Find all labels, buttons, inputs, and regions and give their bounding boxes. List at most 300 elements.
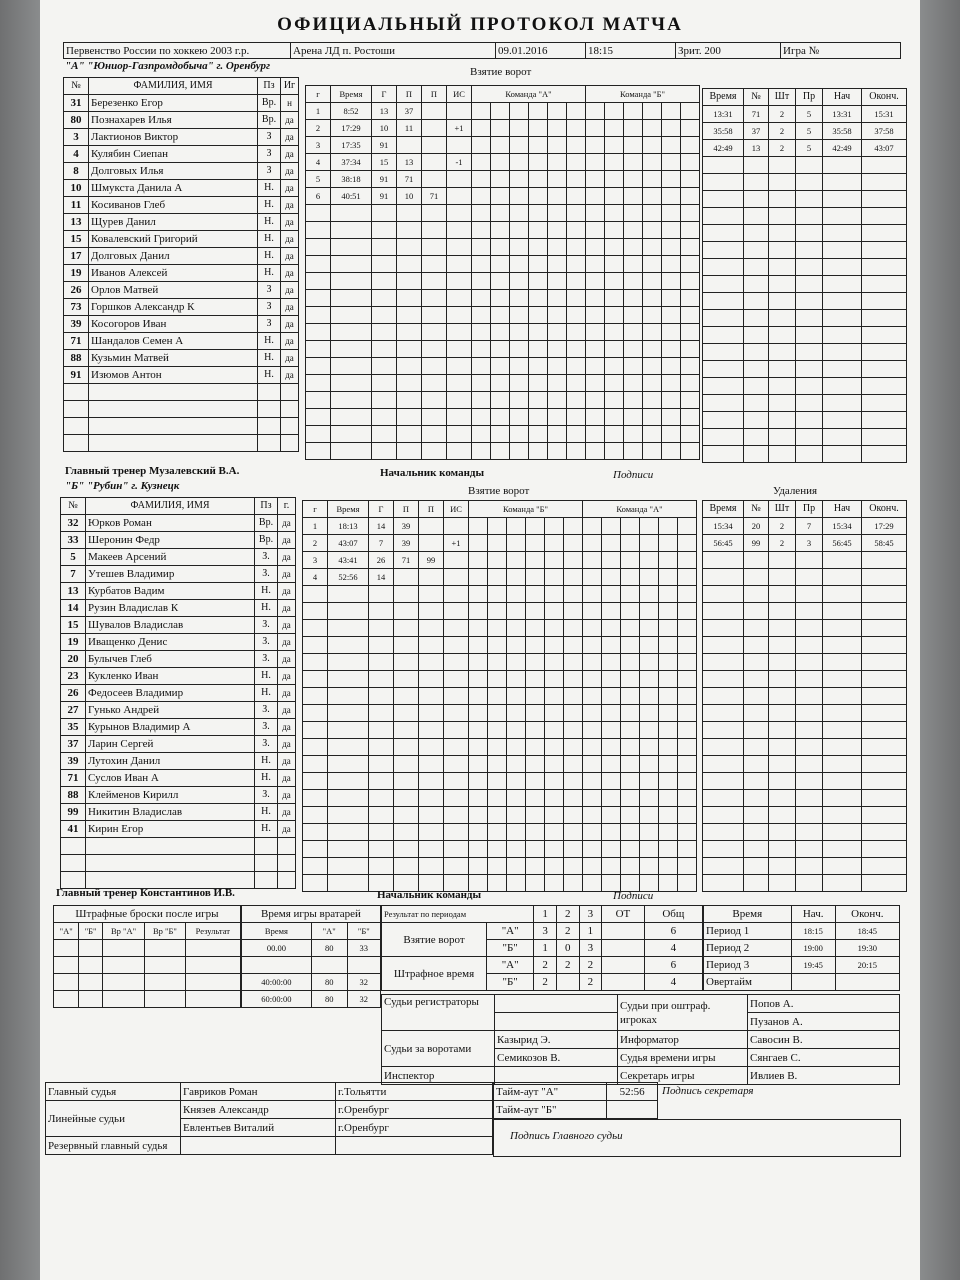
team-b-goals-heading: Взятие ворот	[468, 485, 530, 497]
penalty-cell	[744, 378, 769, 395]
penalty-cell	[769, 208, 796, 225]
penalty-col: №	[744, 501, 769, 518]
penalty-cell	[703, 208, 744, 225]
penalty-cell	[823, 174, 862, 191]
period-col: Общ	[644, 906, 702, 923]
goalie-time-title: Время игры вратарей	[242, 906, 381, 923]
shootout-col: "А"	[54, 923, 79, 940]
penalty-cell	[744, 586, 769, 603]
period-time-cell: Овертайм	[704, 974, 792, 991]
goal-cell	[422, 222, 447, 239]
penalty-cell	[862, 395, 907, 412]
referees-table	[45, 1082, 493, 1155]
goal-cell	[419, 824, 444, 841]
penalty-col: Нач	[823, 89, 862, 106]
goal-cell	[447, 392, 472, 409]
penalty-cell	[796, 807, 823, 824]
linesman-2: Евлентьев Виталий	[181, 1119, 336, 1137]
penalty-row	[703, 824, 907, 841]
goals-col: П	[422, 86, 447, 103]
period-time-cell: Период 2	[704, 940, 792, 957]
goal-cell	[394, 722, 419, 739]
goal-cell	[444, 603, 469, 620]
penalty-cell	[769, 276, 796, 293]
penalty-cell	[769, 705, 796, 722]
player-number: 4	[64, 146, 89, 163]
informer-name: Савосин В.	[748, 1031, 900, 1049]
goal-cell	[369, 824, 394, 841]
goal-cell	[303, 790, 328, 807]
goal-cell	[397, 307, 422, 324]
penalty-cell	[823, 841, 862, 858]
secretary-name: Ивлиев В.	[748, 1067, 900, 1085]
goal-cell: 39	[394, 518, 419, 535]
goal-row	[303, 756, 697, 773]
team-a-coach: Главный тренер Музалевский В.А.	[65, 465, 240, 477]
team-a-title: "А" "Юниор-Газпромдобыча" г. Оренбург	[65, 60, 271, 72]
penalty-cell	[796, 293, 823, 310]
goalie-cell: 00.00	[242, 940, 312, 957]
penalty-cell	[862, 552, 907, 569]
goal-cell: 10	[397, 188, 422, 205]
goal-cell	[444, 688, 469, 705]
goal-cell: 11	[397, 120, 422, 137]
penalty-cell	[769, 378, 796, 395]
goal-cell	[372, 409, 397, 426]
penalty-cell	[862, 157, 907, 174]
penalty-row	[703, 620, 907, 637]
penalty-cell	[796, 620, 823, 637]
penalty-cell	[796, 773, 823, 790]
goal-cell: 18:13	[328, 518, 369, 535]
penalty-cell	[769, 603, 796, 620]
penalty-cell	[823, 773, 862, 790]
goal-cell	[328, 773, 369, 790]
col-played: г.	[278, 498, 296, 515]
penalty-cell	[862, 361, 907, 378]
goal-cell	[372, 358, 397, 375]
player-position: Н.	[255, 583, 278, 600]
penalty-cell: 7	[796, 518, 823, 535]
goal-cell	[372, 307, 397, 324]
penalty-cell	[823, 637, 862, 654]
penalty-cell	[823, 654, 862, 671]
goalie-cell: 80	[311, 991, 347, 1008]
goal-cell	[303, 688, 328, 705]
penalty-cell	[823, 395, 862, 412]
penalty-cell	[769, 875, 796, 892]
goal-cell	[447, 137, 472, 154]
penalty-col: Пр	[796, 501, 823, 518]
penalty-cell	[769, 157, 796, 174]
timekeeper-label: Судья времени игры	[618, 1049, 748, 1067]
empty-row	[64, 435, 299, 452]
penalty-cell: 42:49	[823, 140, 862, 157]
penalty-cell	[823, 157, 862, 174]
player-name: Шеронин Федр	[86, 532, 255, 549]
goal-cell	[447, 205, 472, 222]
player-played: да	[281, 299, 299, 316]
penalty-cell	[823, 293, 862, 310]
goal-cell	[447, 426, 472, 443]
player-number: 71	[64, 333, 89, 350]
empty-row	[64, 418, 299, 435]
period-cell: 3	[579, 940, 602, 957]
penalty-cell	[769, 841, 796, 858]
penalty-cell	[823, 620, 862, 637]
penalty-cell	[823, 790, 862, 807]
player-row	[64, 95, 299, 112]
player-number: 26	[64, 282, 89, 299]
goal-row	[306, 409, 700, 426]
penalty-cell	[769, 242, 796, 259]
period-cell: "А"	[487, 957, 534, 974]
period-col: 3	[579, 906, 602, 923]
goal-row	[306, 375, 700, 392]
goal-row	[303, 637, 697, 654]
penalty-row	[703, 535, 907, 552]
penalty-row	[703, 174, 907, 191]
goal-row	[303, 569, 697, 586]
goal-cell	[397, 273, 422, 290]
player-position: Н.	[258, 180, 281, 197]
penalty-cell	[769, 429, 796, 446]
goals-col: г	[303, 501, 328, 518]
col-played: Иг	[281, 78, 299, 95]
background-left	[0, 0, 40, 1280]
player-name: Иванов Алексей	[89, 265, 258, 282]
goal-row	[306, 358, 700, 375]
penalty-cell	[862, 412, 907, 429]
period-cell: 6	[644, 957, 702, 974]
goal-cell	[303, 807, 328, 824]
player-position: Н.	[258, 214, 281, 231]
timeouts-table	[493, 1082, 658, 1119]
goal-cell	[372, 273, 397, 290]
goal-cell: 99	[419, 552, 444, 569]
goal-cell: 3	[303, 552, 328, 569]
player-name: Иващенко Денис	[86, 634, 255, 651]
player-position: З.	[255, 787, 278, 804]
penalty-cell	[823, 807, 862, 824]
player-row	[61, 668, 296, 685]
goal-cell	[306, 239, 331, 256]
goal-judges-label: Судьи за воротами	[382, 1031, 495, 1067]
goal-cell	[394, 807, 419, 824]
penalty-cell: 13:31	[823, 106, 862, 123]
penalty-col: Время	[703, 501, 744, 518]
player-row	[61, 532, 296, 549]
penalty-cell	[862, 790, 907, 807]
penalty-cell	[796, 671, 823, 688]
penalty-row	[703, 395, 907, 412]
penalty-cell	[862, 208, 907, 225]
penalty-cell: 37	[744, 123, 769, 140]
penalty-cell	[703, 259, 744, 276]
player-row	[61, 787, 296, 804]
goal-row	[306, 290, 700, 307]
penalties-header	[703, 501, 907, 518]
player-name: Щурев Данил	[89, 214, 258, 231]
goal-row	[306, 171, 700, 188]
goal-cell	[303, 739, 328, 756]
penalty-cell	[769, 790, 796, 807]
player-position: З	[258, 316, 281, 333]
penalty-cell	[796, 242, 823, 259]
penalty-cell: 35:58	[703, 123, 744, 140]
goal-cell	[447, 273, 472, 290]
goal-cell	[328, 875, 369, 892]
player-name: Булычев Глеб	[86, 651, 255, 668]
player-row	[61, 566, 296, 583]
player-name: Клейменов Кирилл	[86, 787, 255, 804]
penalty-row	[703, 773, 907, 790]
goal-cell: 71	[397, 171, 422, 188]
protocol-title: ОФИЦИАЛЬНЫЙ ПРОТОКОЛ МАТЧА	[277, 14, 683, 35]
penalty-cell	[703, 446, 744, 463]
penalty-cell	[796, 429, 823, 446]
goal-cell	[394, 671, 419, 688]
goalie-cell: 32	[347, 974, 380, 991]
penalty-cell: 58:45	[862, 535, 907, 552]
penalty-cell	[703, 705, 744, 722]
team-b-penalties-table	[702, 500, 907, 892]
goal-cell	[419, 756, 444, 773]
goal-cell	[394, 586, 419, 603]
penalty-cell	[744, 395, 769, 412]
goals-col: П	[397, 86, 422, 103]
goal-cell	[328, 790, 369, 807]
goals-col: ИС	[444, 501, 469, 518]
goal-cell	[397, 137, 422, 154]
goal-cell	[372, 222, 397, 239]
penalty-cell	[744, 174, 769, 191]
period-cell	[602, 974, 644, 991]
goal-row	[306, 324, 700, 341]
goal-cell: 14	[369, 569, 394, 586]
goal-cell	[306, 324, 331, 341]
player-number: 17	[64, 248, 89, 265]
col-name: ФАМИЛИЯ, ИМЯ	[89, 78, 258, 95]
goal-row	[303, 671, 697, 688]
penalty-cell	[769, 773, 796, 790]
empty-row	[61, 838, 296, 855]
goal-cell	[328, 603, 369, 620]
period-time-cell: 20:15	[835, 957, 899, 974]
team-col: Команда "А"	[583, 501, 697, 518]
penalty-cell	[769, 586, 796, 603]
goal-row	[303, 620, 697, 637]
team-b-goals-table	[302, 500, 697, 892]
goals-col: ИС	[447, 86, 472, 103]
goal-cell	[303, 637, 328, 654]
penalty-cell	[703, 841, 744, 858]
period-cell	[556, 974, 579, 991]
period-col: 1	[534, 906, 557, 923]
player-name: Орлов Матвей	[89, 282, 258, 299]
penalty-cell	[823, 688, 862, 705]
period-cell: 2	[556, 923, 579, 940]
goal-cell	[397, 409, 422, 426]
col-name: ФАМИЛИЯ, ИМЯ	[86, 498, 255, 515]
player-position: З	[258, 299, 281, 316]
penalty-cell	[769, 446, 796, 463]
penalty-cell	[862, 446, 907, 463]
goal-cell	[422, 409, 447, 426]
player-name: Никитин Владислав	[86, 804, 255, 821]
penalty-cell	[862, 688, 907, 705]
penalty-row	[703, 412, 907, 429]
penalty-cell	[862, 705, 907, 722]
goal-cell	[394, 858, 419, 875]
player-position: Н.	[255, 668, 278, 685]
penalty-cell	[703, 395, 744, 412]
goal-cell	[369, 773, 394, 790]
goal-cell	[447, 256, 472, 273]
penalty-cell	[796, 344, 823, 361]
goal-cell	[331, 341, 372, 358]
period-cell: 1	[579, 923, 602, 940]
goalie-col: "А"	[311, 923, 347, 940]
penalty-cell	[862, 858, 907, 875]
goal-cell: 52:56	[328, 569, 369, 586]
period-results-table	[381, 905, 703, 991]
goal-cell: 43:41	[328, 552, 369, 569]
penalty-row	[703, 106, 907, 123]
penalty-cell	[744, 569, 769, 586]
goal-cell	[306, 273, 331, 290]
penalty-cell	[823, 603, 862, 620]
goals-col: П	[419, 501, 444, 518]
penalty-cell	[796, 603, 823, 620]
player-played: да	[278, 532, 296, 549]
player-number: 5	[61, 549, 86, 566]
penalty-row	[703, 276, 907, 293]
penalty-cell	[744, 276, 769, 293]
arena: Арена ЛД п. Ростоши	[291, 43, 496, 59]
goal-cell: 91	[372, 171, 397, 188]
goal-cell	[394, 620, 419, 637]
goal-cell	[372, 239, 397, 256]
goal-row	[303, 858, 697, 875]
penalty-cell	[862, 378, 907, 395]
shootout-title: Штрафные броски после игры	[54, 906, 241, 923]
match-header	[63, 42, 901, 59]
player-name: Ковалевский Григорий	[89, 231, 258, 248]
player-played: да	[281, 231, 299, 248]
goal-row	[306, 103, 700, 120]
player-played: н	[281, 95, 299, 112]
player-played: да	[278, 804, 296, 821]
player-played: да	[281, 333, 299, 350]
player-row	[61, 821, 296, 838]
goal-cell	[369, 790, 394, 807]
goal-cell	[331, 358, 372, 375]
penalty-row	[703, 671, 907, 688]
penalty-row	[703, 739, 907, 756]
penalty-cell	[796, 225, 823, 242]
goal-cell	[372, 324, 397, 341]
player-number: 27	[61, 702, 86, 719]
player-name: Кукленко Иван	[86, 668, 255, 685]
goal-cell	[419, 807, 444, 824]
goal-cell	[447, 239, 472, 256]
goal-cell	[444, 858, 469, 875]
penalty-cell	[769, 620, 796, 637]
goal-cell	[422, 307, 447, 324]
penalty-cell	[703, 310, 744, 327]
penalty-cell	[744, 722, 769, 739]
player-played: да	[278, 651, 296, 668]
penalty-cell	[769, 191, 796, 208]
penalty-cell	[744, 739, 769, 756]
penalty-row	[703, 157, 907, 174]
penalty-cell	[823, 429, 862, 446]
penalty-cell: 2	[769, 123, 796, 140]
penalty-cell	[823, 412, 862, 429]
penalty-cell	[703, 552, 744, 569]
player-row	[61, 651, 296, 668]
period-time-col: Нач.	[791, 906, 835, 923]
penalty-cell	[862, 637, 907, 654]
goal-judge-1: Казырид Э.	[495, 1031, 618, 1049]
penalty-cell	[823, 875, 862, 892]
goalie-cell: 40:00:00	[242, 974, 312, 991]
goal-cell	[419, 637, 444, 654]
period-col: 2	[556, 906, 579, 923]
goal-cell	[394, 705, 419, 722]
inspector-label: Инспектор	[382, 1067, 495, 1085]
player-played: да	[278, 634, 296, 651]
goal-cell	[331, 290, 372, 307]
goal-cell	[369, 858, 394, 875]
player-name: Косогоров Иван	[89, 316, 258, 333]
period-time-cell: 19:00	[791, 940, 835, 957]
goal-cell	[306, 256, 331, 273]
period-times-table	[703, 905, 900, 991]
period-cell: 4	[644, 974, 702, 991]
timeout-a-value: 52:56	[607, 1083, 658, 1101]
goal-cell	[422, 290, 447, 307]
penalty-cell	[744, 654, 769, 671]
penalty-row	[703, 429, 907, 446]
goal-cell	[303, 586, 328, 603]
penalty-cell	[769, 739, 796, 756]
penalty-row	[703, 140, 907, 157]
goal-cell: 1	[306, 103, 331, 120]
penalty-cell	[862, 824, 907, 841]
player-position: Н.	[255, 600, 278, 617]
col-pos: Пз	[255, 498, 278, 515]
penalty-row	[703, 654, 907, 671]
player-row	[61, 600, 296, 617]
penalty-cell	[744, 773, 769, 790]
player-name: Шувалов Владислав	[86, 617, 255, 634]
player-name: Лактионов Виктор	[89, 129, 258, 146]
goal-cell	[331, 239, 372, 256]
linesmen-label: Линейные судьи	[46, 1101, 181, 1137]
player-name: Познахарев Илья	[89, 112, 258, 129]
goal-cell	[369, 620, 394, 637]
player-row	[64, 316, 299, 333]
goal-row	[303, 688, 697, 705]
player-position: Вр.	[255, 532, 278, 549]
penalty-cell	[862, 756, 907, 773]
player-position: З	[258, 129, 281, 146]
penalty-cell	[703, 671, 744, 688]
penalty-cell: 5	[796, 106, 823, 123]
player-name: Изюмов Антон	[89, 367, 258, 384]
